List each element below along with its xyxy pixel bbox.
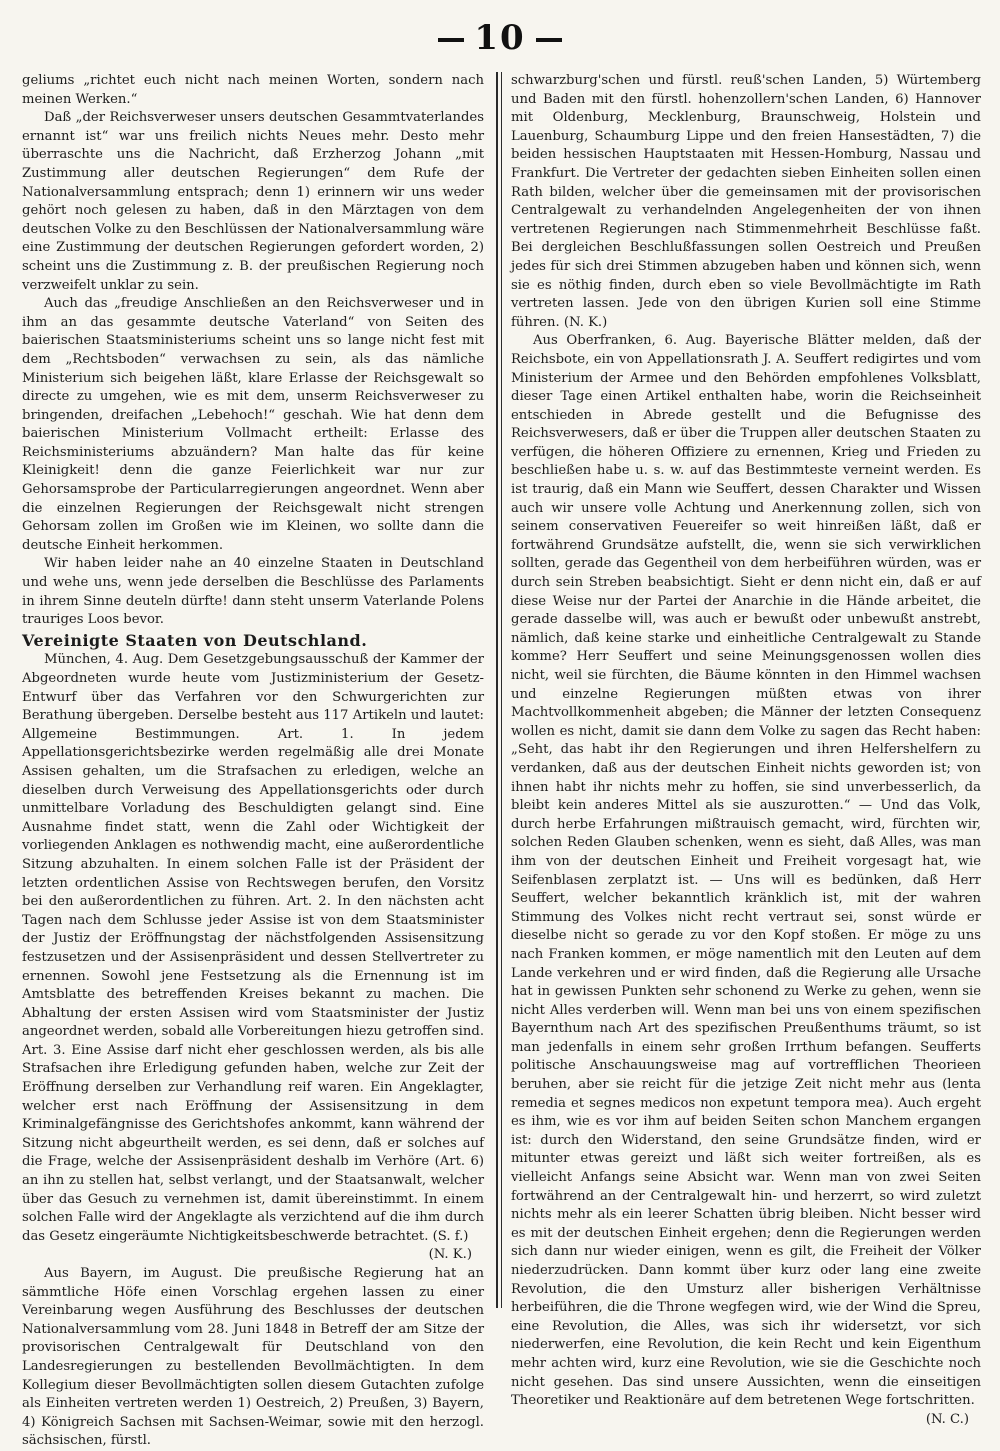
left-dash [438,38,464,42]
right-column [511,72,981,1427]
right-dash [536,38,562,42]
article-paragraph: Daß „der Reichsverweser unsers deutschen Gesammtvaterlandes ernannt ist“ war uns freilich nichts Neues mehr. Desto mehr überraschte uns die Nachricht, daß Erzherzog Johann „mit Zustimmung aller deutschen Regierungen“ dem Rufe der Nationalversammlung entsprach; denn 1) erinnern wir uns weder gehört noch gelesen zu haben, daß in den Märztagen von dem deutschen Volke zu den Beschlüssen der Nationalversammlung wäre eine Zustimmung der deutschen Regierungen gefordert worden, 2) scheint uns die Zustimmung z. B. der preußischen Regierung noch verzweifelt unklar zu sein. [22,110,484,293]
article-paragraph: Aus Oberfranken, 6. Aug. Bayerische Blätter melden, daß der Reichsbote, ein von Appellationsrath J. A. Seuffert redigirtes und vom Ministerium der Armee und den Behörden empfohlenes Volksblatt, dieser Tage einen Artikel enthalten habe, worin die Reichseinheit entschieden in Abrede gestellt und die Befugnisse des Reichsverwesers, daß er über die Truppen aller deutschen Staaten zu verfügen, die höheren Offiziere zu ernennen, Krieg und Frieden zu beschließen habe u. s. w. auf das Bestimmteste verneint werden. Es ist traurig, daß ein Mann wie Seuffert, dessen Charakter und Wissen auch wir unsere volle Achtung und Anerkennung zollen, sich von seinem conservativen Feuereifer so weit hinreißen läßt, daß er fortwährend Grundsätze aufstellt, die, wenn sie sich verwirklichen sollten, gerade das Gegentheil von dem herbeiführen würden, was er durch sein Streben beabsichtigt. Sieht er denn nicht ein, daß er auf diese Weise nur der Partei der Anarchie in die Hände arbeitet, die gerade dasselbe will, was auch er bewußt oder unbewußt anstrebt, nämlich, daß keine starke und einheitliche Centralgewalt zu Stande komme? Herr Seuffert und seine Meinungsgenossen wollen dies nicht, weil sie fürchten, die Bäume könnten in den Himmel wachsen und einzelne Regierungen müßten etwas von ihrer Machtvollkommenheit abgeben; die Männer der letzten Consequenz wollen es nicht, damit sie dann dem Volke zu sagen das Recht haben: „Seht, das habt ihr den Regierungen und ihren Helfershelfern zu verdanken, daß aus der deutschen Einheit nichts geworden ist; von ihnen habt ihr nichts mehr zu hoffen, sie sind unverbesserlich, da bleibt kein anderes Mittel als sie auszurotten.“ — Und das Volk, durch herbe Erfahrungen mißtrauisch gemacht, wird, fürchten wir, solchen Reden Glauben schenken, wenn es sieht, daß Alles, was man ihm von der deutschen Einheit und Freiheit vorgesagt hat, wie Seifenblasen zerplatzt ist. — Uns will es bedünken, daß Herr Seuffert, welcher bekanntlich kränklich ist, mit der wahren Stimmung des Volkes nicht recht vertraut sei, sonst würde er dieselbe nicht so gerade zu vor den Kopf stoßen. Er möge zu uns nach Franken kommen, er möge namentlich mit den Leuten auf dem Lande verkehren und er wird finden, daß die Regierung alle Ursache hat in gewissen Punkten sehr schonend zu Werke zu gehen, wenn sie nicht Alles verderben will. Wenn man bei uns von einem spezifischen Bayernthum nach Art des spezifischen Preußenthums träumt, so ist man jedenfalls in einem sehr großen Irrthum befangen. Seufferts politische Anschauungsweise mag auf vortrefflichen Theorieen beruhen, aber sie reicht für die jetzige Zeit nicht mehr aus (lenta remedia et segnes medicos non expetunt tempora mea). Auch ergeht es ihm, wie es vor ihm auf beiden Seiten schon Manchem ergangen ist: durch den Widerstand, den seine Grundsätze finden, wird er mitunter etwas gereizt und läßt sich weiter fortreißen, als es vielleicht Anfangs seine Absicht war. Wenn man von zwei Seiten fortwährend an der Centralgewalt hin- und herzerrt, so wird zuletzt nichts mehr als ein leerer Schatten übrig bleiben. Nicht besser wird es mit der deutschen Einheit ergehen; denn die Regierungen werden sich dann nur wieder einigen, wenn es gilt, die Freiheit der Völker niederzudrücken. Dann kommt über kurz oder lang eine zweite Revolution, die den Umsturz aller bisherigen Verhältnisse herbeiführen, die die Throne wegfegen wird, wie der Wind die Spreu, eine Revolution, die Alles, was sich ihr widersetzt, vor sich niederwerfen, eine Revolution, die kein Recht und kein Eigenthum mehr achten wird, kurz eine Revolution, wie sie die Geschichte noch nicht gesehen. Das sind unsere Aussichten, wenn die einseitigen Theoretiker und Reaktionäre auf dem betretenen Wege fortschritten. [511,333,981,1409]
article-paragraph: schwarzburg'schen und fürstl. reuß'schen Landen, 5) Würtemberg und Baden mit den fürstl. hohenzollern'schen Landen, 6) Hannover mit Oldenburg, Mecklenburg, Braunschweig, Holstein und Lauenburg, Schaumburg Lippe und den freien Hansestädten, 7) die beiden hessischen Hauptstaaten mit Hessen-Homburg, Nassau und Frankfurt. Die Vertreter der gedachten sieben Einheiten sollen einen Rath bilden, welcher über die gemeinsamen mit der provisorischen Centralgewalt zu verhandelnden Angelegenheiten der von ihnen vertretenen Regierungen nach Stimmenmehrheit Beschlüsse faßt. Bei dergleichen Beschlußfassungen sollen Oestreich und Preußen jedes für sich drei Stimmen abzugeben haben und können sich, wenn sie es nöthig finden, durch eben so viele Bevollmächtigte im Rath vertreten lassen. Jede von den übrigen Kurien soll eine Stimme führen. (N. K.) [511,73,981,330]
article-paragraph: geliums „richtet euch nicht nach meinen Worten, sondern nach meinen Werken.“ [22,73,484,107]
page-number [0,18,1000,58]
section-heading: Vereinigte Staaten von Deutschland. [22,630,368,650]
article-signature: (N. K.) [428,1247,472,1263]
column-divider [496,72,498,1308]
article-signature: (N. C.) [925,1411,969,1427]
article-paragraph: Wir haben leider nahe an 40 einzelne Staaten in Deutschland und wehe uns, wenn jede derselben die Beschlüsse des Parlaments in ihrem Sinne deuteln dürfte! dann steht unserm Vaterlande Polens trauriges Loos bevor. [22,556,484,628]
page-number-text: 10 [474,18,526,58]
article-paragraph: Aus Bayern, im August. Die preußische Regierung hat an sämmtliche Höfe einen Vorschlag ergehen lassen zu einer Vereinbarung wegen Ausführung des Beschlusses der deutschen Nationalversammlung vom 28. Juni 1848 in Betreff der am Sitze der provisorischen Centralgewalt für Deutschland von den Landesregierungen zu bestellenden Bevollmächtigten. In dem Kollegium dieser Bevollmächtigten sollen diesem Gutachten zufolge als Einheiten vertreten werden 1) Oestreich, 2) Preußen, 3) Bayern, 4) Königreich Sachsen mit Sachsen-Weimar, sowie mit den herzogl. sächsischen, fürstl. [22,1266,484,1449]
left-column [22,72,485,1449]
article-paragraph: Auch das „freudige Anschließen an den Reichsverweser und in ihm an das gesammte deutsche Vaterland“ von Seiten des baierischen Staatsministeriums scheint uns so lange nicht fest mit dem „Rechtsboden“ verwachsen zu sein, als das nämliche Ministerium sich beigehen läßt, klare Erlasse der Reichsgewalt so directe zu umgehen, wie es mit dem, unserm Reichsverweser zu bringenden, dreifachen „Lebehoch!“ geschah. Wie hat denn dem baierischen Ministerium Vollmacht ertheilt: Erlasse des Reichsministeriums abzuändern? Man halte das für keine Kleinigkeit! denn die ganze Feierlichkeit war nur zur Gehorsamsprobe der Particularregierungen angeordnet. Wenn aber die einzelnen Regierungen der Reichsgewalt nicht strengen Gehorsam zollen im Großen wie im Kleinen, wo sollte dann die deutsche Einheit herkommen. [22,296,484,553]
article-paragraph: München, 4. Aug. Dem Gesetzgebungsausschuß der Kammer der Abgeordneten wurde heute vom Justizministerium der Gesetz-Entwurf über das Verfahren vor den Schwurgerichten zur Berathung übergeben. Derselbe besteht aus 117 Artikeln und lautet: Allgemeine Bestimmungen. Art. 1. In jedem Appellationsgerichtsbezirke werden regelmäßig alle drei Monate Assisen gehalten, um die Strafsachen zu erledigen, welche an dieselben durch Verweisung des Appellationsgerichts oder durch unmittelbare Vorladung des Beschuldigten gelangt sind. Eine Ausnahme findet statt, wenn die Zahl oder Wichtigkeit der vorliegenden Anklagen es nothwendig macht, eine außerordentliche Sitzung abzuhalten. In einem solchen Falle ist der Präsident der letzten ordentlichen Assise von Rechtswegen berufen, den Vorsitz bei den außerordentlichen zu führen. Art. 2. In den nächsten acht Tagen nach dem Schlusse jeder Assise ist von dem Staatsminister der Justiz der Eröffnungstag der nächstfolgenden Assisensitzung festzusetzen und der Assisenpräsident und dessen Stellvertreter zu ernennen. Sowohl jene Festsetzung als die Ernennung ist im Amtsblatte des betreffenden Kreises bekannt zu machen. Die Abhaltung der ersten Assisen wird vom Staatsminister der Justiz angeordnet werden, sobald alle Vorbereitungen hiezu getroffen sind. Art. 3. Eine Assise darf nicht eher geschlossen werden, als bis alle Strafsachen ihre Erledigung gefunden haben, welche zur Zeit der Eröffnung derselben zur Verhandlung reif waren. Ein Angeklagter, welcher erst nach Eröffnung der Assisensitzung in dem Kriminalgefängnisse des Gerichtshofes ankommt, kann während der Sitzung nicht abgeurtheilt werden, es sei denn, daß er solches auf die Frage, welche der Assisenpräsident deshalb im Verhöre (Art. 6) an ihn zu stellen hat, selbst verlangt, und der Staatsanwalt, welcher über das Gesuch zu vernehmen ist, damit übereinstimmt. In einem solchen Falle wird der Angeklagte als verzichtend auf die ihm durch das Gesetz eingeräumte Nichtigkeitsbeschwerde betrachtet. (S. f.) [22,652,485,1244]
